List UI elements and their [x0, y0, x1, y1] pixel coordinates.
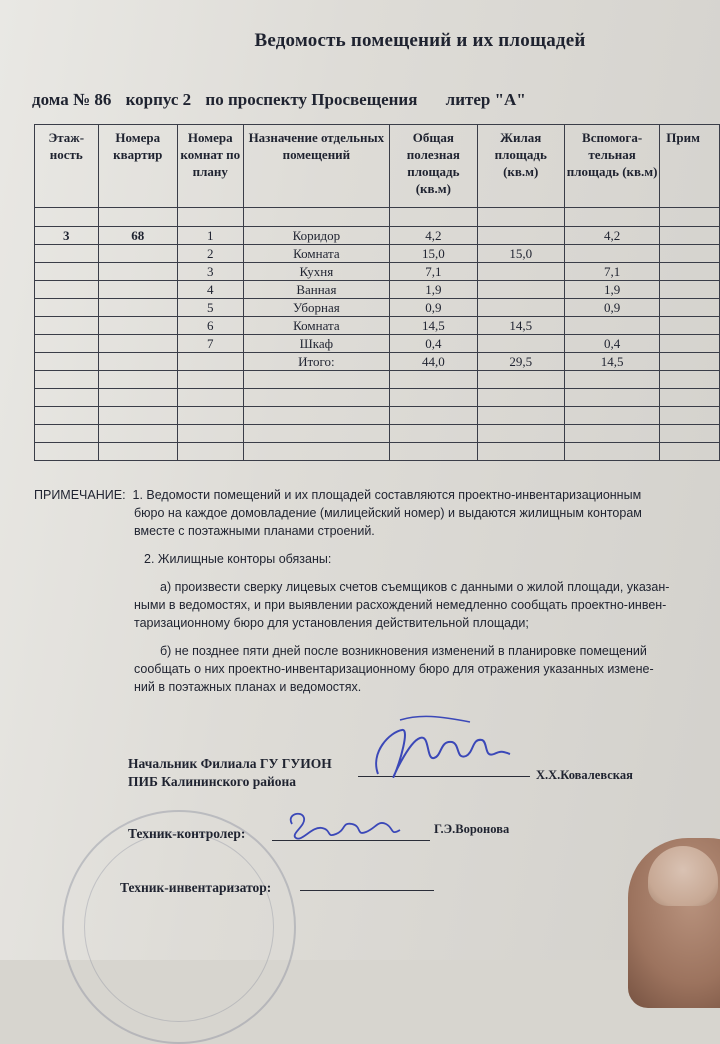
room-name-cell: Коридор [243, 227, 390, 245]
aux-area-cell [564, 317, 659, 335]
total-area-cell: 14,5 [390, 317, 477, 335]
head-signature [360, 712, 520, 792]
street-name: по проспекту Просвещения [205, 90, 418, 109]
header-purpose: Назначение отдельных помещений [243, 125, 390, 208]
liter: литер "А" [445, 90, 526, 109]
aux-area-cell: 0,9 [564, 299, 659, 317]
total-area-cell: 4,2 [390, 227, 477, 245]
apartment-cell: 68 [98, 227, 177, 245]
table-row [35, 245, 720, 263]
note-p1-line2: бюро на каждое домовладение (милицейский номер) и выдаются жилищным конторам [134, 506, 642, 520]
header-living-area: Жилая площадь (кв.м) [477, 125, 564, 208]
note-p2: 2. Жилищные конторы обязаны: [144, 552, 332, 566]
header-total-area: Общая полезная площадь (кв.м) [390, 125, 477, 208]
header-notes: Прим [660, 125, 720, 208]
controller-signature [282, 804, 412, 848]
room-number-cell: 5 [177, 299, 243, 317]
living-area-cell [477, 335, 564, 353]
document-title: Ведомость помещений и их площадей [254, 30, 586, 51]
note-label: ПРИМЕЧАНИЕ: [34, 488, 126, 502]
note-pb-line1: б) не позднее пяти дней после возникновения изменений в планировке помещений [160, 644, 647, 658]
inventory-signature-line [300, 890, 434, 891]
building-number: корпус 2 [125, 90, 192, 109]
room-name-cell: Кухня [243, 263, 390, 281]
aux-sum-cell: 14,5 [564, 353, 659, 371]
table-row [35, 281, 720, 299]
total-area-cell: 15,0 [390, 245, 477, 263]
living-area-cell [477, 263, 564, 281]
room-name-cell: Шкаф [243, 335, 390, 353]
header-rooms: Номера комнат по плану [177, 125, 243, 208]
controller-name: Г.Э.Воронова [434, 822, 510, 836]
total-label-cell: Итого: [243, 353, 390, 371]
note-p1-line3: вместе с поэтажными планами строений. [134, 524, 375, 538]
table-row [35, 335, 720, 353]
room-name-cell: Комната [243, 317, 390, 335]
header-apartments: Номера квартир [98, 125, 177, 208]
head-title-line1: Начальник Филиала ГУ ГУИОН [128, 756, 332, 771]
living-area-cell: 14,5 [477, 317, 564, 335]
room-number-cell: 2 [177, 245, 243, 263]
aux-area-cell: 1,9 [564, 281, 659, 299]
room-name-cell: Ванная [243, 281, 390, 299]
total-area-cell: 7,1 [390, 263, 477, 281]
aux-area-cell: 4,2 [564, 227, 659, 245]
note-p1-line1: 1. Ведомости помещений и их площадей составляются проектно-инвентаризационным [132, 488, 642, 502]
total-row [35, 353, 720, 371]
room-name-cell: Комната [243, 245, 390, 263]
note-pa-line3: таризационному бюро для установления действительной площади; [134, 616, 529, 630]
room-number-cell: 7 [177, 335, 243, 353]
living-area-cell [477, 227, 564, 245]
room-number-cell: 4 [177, 281, 243, 299]
empty-row [35, 443, 720, 461]
head-name: Х.Х.Ковалевская [536, 768, 633, 782]
note-pb-line3: ний в поэтажных планах и ведомостях. [134, 680, 362, 694]
note-pb-line2: сообщать о них проектно-инвентаризационному бюро для отражения указанных измене- [134, 662, 654, 676]
table-row [35, 317, 720, 335]
empty-row [35, 407, 720, 425]
controller-label: Техник-контролер: [128, 826, 246, 841]
table-header-row [35, 125, 720, 208]
head-title-line2: ПИБ Калининского района [128, 774, 297, 789]
room-number-cell: 3 [177, 263, 243, 281]
header-aux-area: Вспомога-тельная площадь (кв.м) [564, 125, 659, 208]
note-pa-line2: ными в ведомостях, и при выявлении расхождений немедленно сообщать проектно-инвен- [134, 598, 667, 612]
total-sum-cell: 44,0 [390, 353, 477, 371]
living-sum-cell: 29,5 [477, 353, 564, 371]
room-name-cell: Уборная [243, 299, 390, 317]
empty-row [35, 389, 720, 407]
total-area-cell: 1,9 [390, 281, 477, 299]
note-block [34, 486, 720, 696]
total-area-cell: 0,9 [390, 299, 477, 317]
table-spacer-row [35, 208, 720, 227]
address-line [32, 90, 536, 110]
rooms-table [34, 124, 720, 461]
inventory-label: Техник-инвентаризатор: [120, 880, 272, 895]
table-row [35, 263, 720, 281]
table-row [35, 299, 720, 317]
aux-area-cell [564, 245, 659, 263]
aux-area-cell: 7,1 [564, 263, 659, 281]
living-area-cell [477, 281, 564, 299]
table-row [35, 227, 720, 245]
empty-row [35, 371, 720, 389]
room-number-cell: 1 [177, 227, 243, 245]
header-floor: Этаж-ность [35, 125, 99, 208]
living-area-cell [477, 299, 564, 317]
room-number-cell: 6 [177, 317, 243, 335]
floor-cell: 3 [35, 227, 99, 245]
total-area-cell: 0,4 [390, 335, 477, 353]
living-area-cell: 15,0 [477, 245, 564, 263]
house-number: дома № 86 [32, 90, 112, 109]
note-pa-line1: а) произвести сверку лицевых счетов съемщиков с данными о жилой площади, указан- [160, 580, 670, 594]
aux-area-cell: 0,4 [564, 335, 659, 353]
empty-row [35, 425, 720, 443]
official-stamp [62, 810, 296, 1044]
